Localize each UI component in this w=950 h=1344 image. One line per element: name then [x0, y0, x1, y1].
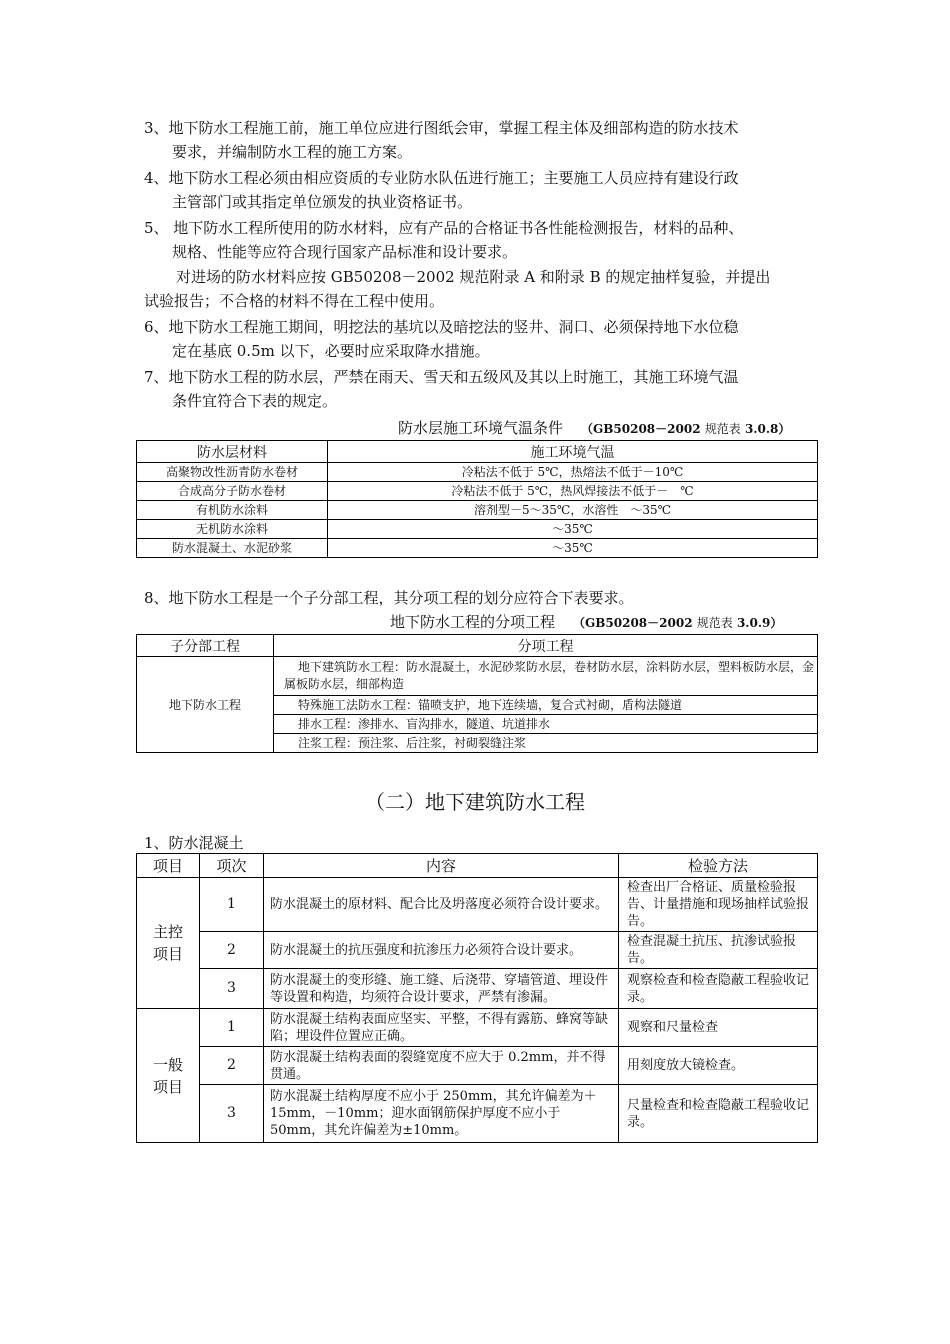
method-cell: 观察和尺量检查 [619, 1009, 818, 1047]
table-row [137, 1047, 818, 1085]
temperature-cell: 溶剂型－5～35℃，水溶性 ～35℃ [328, 501, 818, 520]
content-cell: 防水混凝土结构表面应坚实、平整，不得有露筋、蜂窝等缺陷；埋设件位置应正确。 [264, 1009, 619, 1047]
column-header: 分项工程 [274, 635, 818, 657]
column-header: 项次 [200, 854, 264, 878]
table2-caption [390, 611, 782, 632]
paragraph-line: 对进场的防水材料应按 GB50208－2002 规范附录 A 和附录 B 的规定抽样复验，并提出 [176, 268, 771, 286]
table1-reference [581, 422, 790, 436]
table-header-row [137, 635, 818, 657]
item-number: 2 [200, 1047, 264, 1085]
temperature-cell: ～35℃ [328, 539, 818, 558]
temperature-table [136, 440, 818, 558]
column-header: 项目 [137, 854, 200, 878]
group-label: 项目 [152, 1077, 183, 1096]
column-header: 子分部工程 [137, 635, 274, 657]
sub-division-cell: 地下防水工程 [137, 657, 274, 753]
paragraph-3 [144, 116, 824, 164]
item-number: 1 [200, 1009, 264, 1047]
paragraph-line: 规格、性能等应符合现行国家产品标准和设计要求。 [172, 243, 518, 261]
temperature-cell: 冷粘法不低于 5℃，热风焊接法不低于－ ℃ [328, 482, 818, 501]
paragraph-6 [144, 315, 824, 363]
table-row [137, 969, 818, 1009]
content-cell: 防水混凝土的抗压强度和抗渗压力必须符合设计要求。 [264, 932, 619, 969]
column-header: 内容 [264, 854, 619, 878]
temperature-cell: ～35℃ [328, 520, 818, 539]
paragraph-8 [144, 586, 824, 610]
item-cell: 地下建筑防水工程：防水混凝土，水泥砂浆防水层，卷材防水层，涂料防水层，塑料板防水层，金属板防水层，细部构造 [274, 657, 818, 696]
table1-caption [398, 417, 790, 438]
table-row [137, 932, 818, 969]
table-row [137, 878, 818, 932]
paragraph-5 [144, 216, 824, 264]
content-cell: 防水混凝土的变形缝、施工缝、后浇带、穿墙管道、埋设件等设置和构造，均须符合设计要求，严禁有渗漏。 [264, 969, 619, 1009]
table-header-row [137, 441, 818, 463]
table-header-row [137, 854, 818, 878]
ref-code: （GB50208－2002 [581, 422, 701, 436]
method-cell: 用刻度放大镜检查。 [619, 1047, 818, 1085]
column-header: 防水层材料 [137, 441, 328, 463]
table-row [137, 539, 818, 558]
paragraph-line: 定在基底 0.5m 以下，必要时应采取降水措施。 [172, 342, 490, 360]
item-cell: 特殊施工法防水工程：锚喷支护，地下连续墙，复合式衬砌，盾构法隧道 [274, 696, 818, 715]
column-header: 施工环境气温 [328, 441, 818, 463]
paragraph-line: 条件宜符合下表的规定。 [172, 392, 338, 410]
table-row [137, 1085, 818, 1143]
content-cell: 防水混凝土结构厚度不应小于 250mm，其允许偏差为＋15mm，－10mm；迎水面钢筋保护厚度不应小于 50mm，其允许偏差为±10mm。 [264, 1085, 619, 1143]
section-title: （二）地下建筑防水工程 [365, 790, 585, 814]
table-row [137, 657, 818, 696]
group-label: 一般 [152, 1055, 183, 1074]
paragraph-line: 3、地下防水工程施工前，施工单位应进行图纸会审，掌握工程主体及细部构造的防水技术 [144, 119, 739, 137]
paragraph-line: 7、地下防水工程的防水层，严禁在雨天、雪天和五级风及其以上时施工，其施工环境气温 [144, 368, 739, 386]
item-number: 2 [200, 932, 264, 969]
paragraph-line: 6、地下防水工程施工期间，明挖法的基坑以及暗挖法的竖井、洞口、必须保持地下水位稳 [144, 318, 739, 336]
item-cell: 排水工程：渗排水、盲沟排水，隧道、坑道排水 [274, 715, 818, 734]
paragraph-line: 4、地下防水工程必须由相应资质的专业防水队伍进行施工；主要施工人员应持有建设行政 [144, 169, 739, 187]
material-cell: 无机防水涂料 [137, 520, 328, 539]
paragraph-7 [144, 365, 824, 413]
group-label: 主控 [152, 923, 183, 941]
method-cell: 检查混凝土抗压、抗渗试验报告。 [619, 932, 818, 969]
ref-label: 规范表 [696, 616, 733, 630]
paragraph-4 [144, 166, 824, 214]
column-header: 检验方法 [619, 854, 818, 878]
method-cell: 尺量检查和检查隐蔽工程验收记录。 [619, 1085, 818, 1143]
group-label: 项目 [152, 945, 183, 963]
item-number: 3 [200, 1085, 264, 1143]
method-cell: 观察检查和检查隐蔽工程验收记录。 [619, 969, 818, 1009]
paragraph-line: 试验报告；不合格的材料不得在工程中使用。 [144, 292, 445, 310]
content-cell: 防水混凝土的原材料、配合比及坍落度必须符合设计要求。 [264, 878, 619, 932]
ref-label: 规范表 [704, 422, 741, 436]
item-cell: 注浆工程：预注浆、后注浆，衬砌裂缝注浆 [274, 734, 818, 753]
paragraph-line: 8、地下防水工程是一个子分部工程，其分项工程的划分应符合下表要求。 [144, 589, 634, 607]
group-cell [137, 1009, 200, 1143]
material-cell: 合成高分子防水卷材 [137, 482, 328, 501]
ref-num: 3.0.8） [744, 422, 791, 436]
subdivision-table [136, 634, 818, 753]
table-row [137, 501, 818, 520]
paragraph-5-note [144, 265, 824, 313]
table-row [137, 482, 818, 501]
method-cell: 检查出厂合格证、质量检验报告、计量措施和现场抽样试验报告。 [619, 878, 818, 932]
concrete-inspection-table [136, 853, 818, 1143]
material-cell: 有机防水涂料 [137, 501, 328, 520]
table1-title: 防水层施工环境气温条件 [398, 419, 564, 437]
item-number: 1 [200, 878, 264, 932]
table2-reference [573, 616, 782, 630]
ref-code: （GB50208－2002 [573, 616, 693, 630]
paragraph-line: 5、 地下防水工程所使用的防水材料，应有产品的合格证书各性能检测报告，材料的品种、 [144, 219, 744, 237]
temperature-cell: 冷粘法不低于 5℃，热熔法不低于－10℃ [328, 463, 818, 482]
sub-title: 1、防水混凝土 [144, 834, 244, 852]
paragraph-line: 主管部门或其指定单位颁发的执业资格证书。 [172, 193, 473, 211]
ref-num: 3.0.9） [736, 616, 783, 630]
group-cell [137, 878, 200, 1009]
paragraph-line: 要求，并编制防水工程的施工方案。 [172, 143, 413, 161]
table2-title: 地下防水工程的分项工程 [390, 613, 556, 631]
table-row [137, 520, 818, 539]
material-cell: 防水混凝土、水泥砂浆 [137, 539, 328, 558]
item-number: 3 [200, 969, 264, 1009]
material-cell: 高聚物改性沥青防水卷材 [137, 463, 328, 482]
content-cell: 防水混凝土结构表面的裂缝宽度不应大于 0.2mm，并不得贯通。 [264, 1047, 619, 1085]
table-row [137, 463, 818, 482]
table-row [137, 1009, 818, 1047]
